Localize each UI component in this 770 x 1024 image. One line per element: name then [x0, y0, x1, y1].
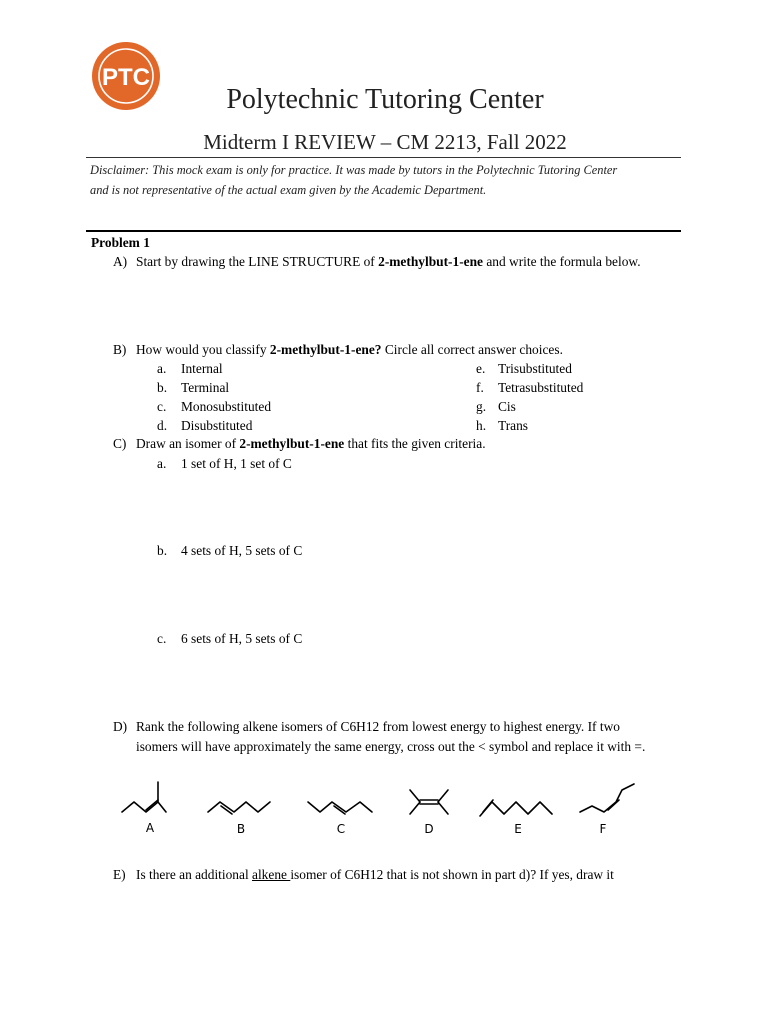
question-a-compound: 2-methylbut-1-ene	[378, 254, 484, 269]
criteria-letter: a.	[157, 456, 167, 471]
question-c-after: that fits the given criteria.	[344, 436, 486, 451]
logo-text: PTC	[102, 64, 150, 91]
choice-letter: f.	[476, 380, 484, 395]
question-e-label: E)	[113, 867, 126, 882]
molecule-label-d: D	[424, 822, 434, 836]
molecule-e	[480, 800, 552, 816]
choice-letter: a.	[157, 361, 167, 376]
choice-e[interactable]	[476, 360, 572, 378]
choice-text: Monosubstituted	[181, 399, 272, 414]
question-e-after: isomer of C6H12 that is not shown in part d)? If yes, draw it	[290, 867, 614, 882]
molecule-label-e: E	[514, 822, 522, 836]
criteria-letter: b.	[157, 543, 168, 558]
choice-text: Trans	[498, 418, 529, 433]
question-d-line-2: isomers will have approximately the same energy, cross out the < symbol and replace it with =.	[136, 739, 646, 754]
question-a-before: Start by drawing the LINE STRUCTURE of	[136, 254, 379, 269]
molecule-d	[410, 790, 448, 814]
problem-heading: Problem 1	[91, 235, 150, 250]
question-d-label: D)	[113, 719, 128, 734]
question-b-compound: 2-methylbut-1-ene?	[269, 342, 382, 357]
molecule-label-b: B	[236, 822, 246, 836]
choice-text: Disubstituted	[181, 418, 253, 433]
question-e-before: Is there an additional	[136, 867, 253, 882]
disclaimer	[90, 160, 690, 200]
molecule-label-c: C	[336, 822, 346, 836]
question-c-before: Draw an isomer of	[136, 436, 240, 451]
choice-text: Trisubstituted	[498, 361, 572, 376]
molecule-label-a: A	[145, 821, 155, 835]
question-b-after: Circle all correct answer choices.	[381, 342, 563, 357]
molecule-b	[208, 802, 270, 814]
choice-f[interactable]	[476, 379, 583, 397]
criteria-letter: c.	[157, 631, 167, 646]
choice-text: Terminal	[181, 380, 230, 395]
molecule-a	[122, 782, 166, 812]
section-divider	[86, 230, 681, 232]
molecule-c	[308, 802, 372, 814]
molecule-f	[580, 784, 634, 812]
question-c-compound: 2-methylbut-1-ene	[239, 436, 345, 451]
question-e-underlined: alkene	[252, 867, 291, 882]
choice-a[interactable]	[157, 360, 223, 378]
question-b-label: B)	[113, 342, 127, 357]
choice-text: Cis	[498, 399, 516, 414]
choice-text: Tetrasubstituted	[498, 380, 584, 395]
question-a-label: A)	[113, 254, 128, 269]
choice-letter: e.	[476, 361, 486, 376]
choice-h[interactable]	[476, 417, 528, 435]
disclaimer-line-1: Disclaimer: This mock exam is only for practice. It was made by tutors in the Polytechnic Tutoring Center	[90, 163, 618, 177]
choice-letter: b.	[157, 380, 168, 395]
criteria-c	[157, 630, 302, 648]
question-a-after: and write the formula below.	[483, 254, 641, 269]
choice-g[interactable]	[476, 398, 516, 416]
page-subtitle: Midterm I REVIEW – CM 2213, Fall 2022	[203, 130, 567, 154]
choice-letter: c.	[157, 399, 167, 414]
alkene-isomers-figure	[112, 776, 652, 842]
choice-c[interactable]	[157, 398, 271, 416]
criteria-b	[157, 542, 302, 560]
criteria-text: 1 set of H, 1 set of C	[181, 456, 292, 471]
question-c-text	[136, 435, 486, 453]
choice-letter: d.	[157, 418, 168, 433]
disclaimer-line-2: and is not representative of the actual exam given by the Academic Department.	[90, 183, 487, 197]
choice-b[interactable]	[157, 379, 229, 397]
criteria-text: 4 sets of H, 5 sets of C	[181, 543, 303, 558]
page-title: Polytechnic Tutoring Center	[226, 84, 544, 115]
criteria-text: 6 sets of H, 5 sets of C	[181, 631, 303, 646]
criteria-a	[157, 455, 292, 473]
choice-text: Internal	[181, 361, 223, 376]
header-divider	[86, 157, 681, 158]
choice-d[interactable]	[157, 417, 252, 435]
question-b-before: How would you classify	[136, 342, 270, 357]
molecule-label-f: F	[599, 822, 607, 836]
question-b-text	[136, 341, 563, 359]
question-e-text	[136, 866, 614, 884]
choice-letter: h.	[476, 418, 487, 433]
question-a-text	[136, 253, 641, 271]
question-c-label: C)	[113, 436, 127, 451]
choice-letter: g.	[476, 399, 487, 414]
question-d-line-1: Rank the following alkene isomers of C6H12 from lowest energy to highest energy. If two	[136, 719, 620, 734]
